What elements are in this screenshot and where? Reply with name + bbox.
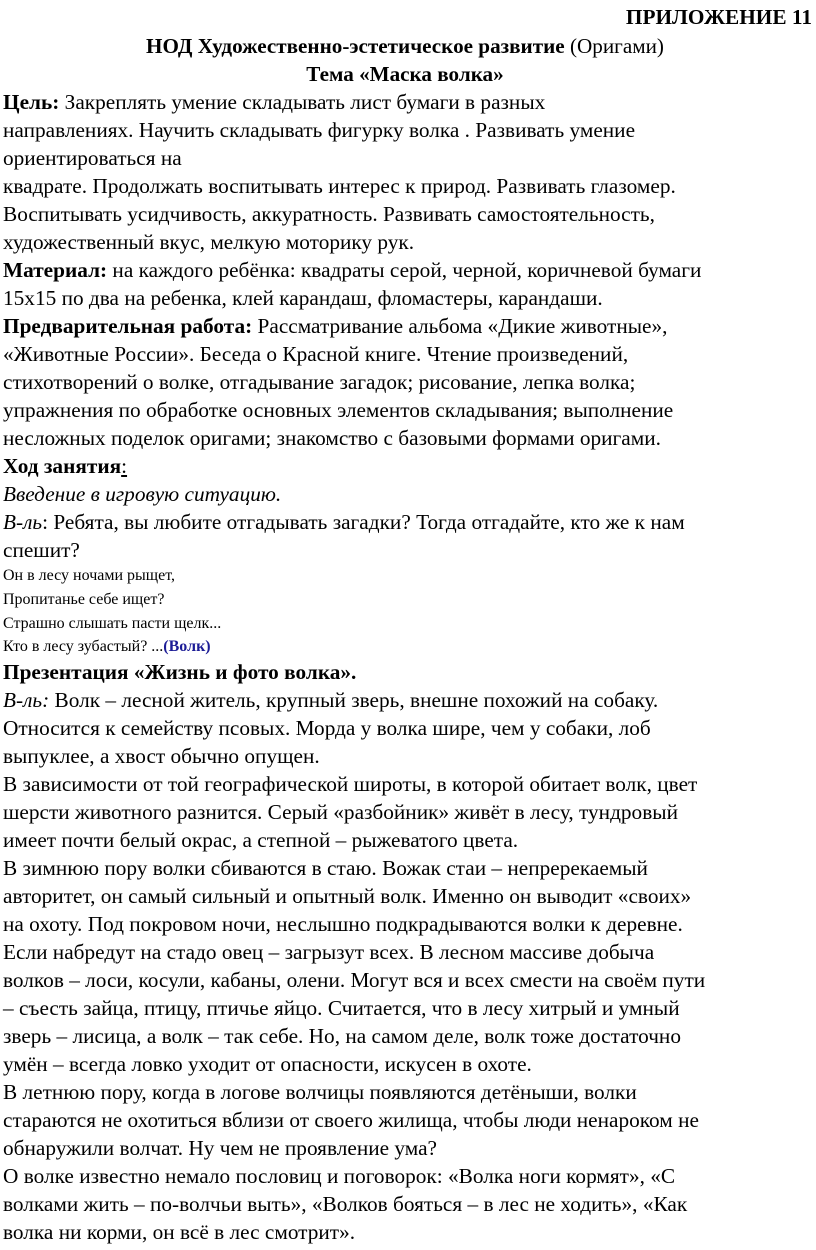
presentation-line: стараются не охотиться вблизи от своего жилища, чтобы люди ненароком не xyxy=(3,1108,699,1132)
prework-line: «Животные России». Беседа о Красной книге. Чтение произведений, xyxy=(3,342,629,366)
prework-line: упражнения по обработке основных элементов складывания; выполнение xyxy=(3,398,674,422)
riddle-answer: (Волк) xyxy=(163,638,211,655)
riddle-line: Пропитанье себе ищет? xyxy=(3,591,165,608)
presentation-line: волками жить – по-волчьи выть», «Волков бояться – в лес не ходить», «Как xyxy=(3,1192,688,1216)
presentation-line: волков – лоси, косули, кабаны, олени. Могут вся и всех смести на своём пути xyxy=(3,968,706,992)
riddle-line: Страшно слышать пасти щелк... xyxy=(3,615,222,632)
presentation-line: волка ни корми, он всё в лес смотрит». xyxy=(3,1220,356,1244)
presentation-line: В летнюю пору, когда в логове волчицы появляются детёныши, волки xyxy=(3,1080,637,1104)
appendix-label: ПРИЛОЖЕНИЕ 11 xyxy=(625,5,812,29)
prework-label: Предварительная работа: xyxy=(3,314,253,338)
presentation-line: шерсти животного разнится. Серый «разбойник» живёт в лесу, тундровый xyxy=(3,800,678,824)
presentation-line: В зимнюю пору волки сбиваются в стаю. Вожак стаи – непререкаемый xyxy=(3,856,648,880)
goal-line: художественный вкус, мелкую моторику рук. xyxy=(3,230,415,254)
goal-line: направлениях. Научить складывать фигурку волка . Развивать умение xyxy=(3,118,636,142)
presentation-heading: Презентация «Жизнь и фото волка». xyxy=(3,660,357,684)
lesson-topic: Тема «Маска волка» xyxy=(306,62,504,86)
teacher-label: В-ль xyxy=(3,510,43,534)
presentation-line: авторитет, он самый сильный и опытный волк. Именно он выводит «своих» xyxy=(3,884,692,908)
goal-line: квадрате. Продолжать воспитывать интерес к природ. Развивать глазомер. xyxy=(3,174,676,198)
material-label: Материал: xyxy=(3,258,108,282)
material-line: Материал: на каждого ребёнка: квадраты серой, черной, коричневой бумаги xyxy=(3,258,702,282)
presentation-line: – съесть зайца, птицу, птичье яйцо. Считается, что в лесу хитрый и умный xyxy=(3,996,680,1020)
presentation-line: имеет почти белый окрас, а степной – рыжеватого цвета. xyxy=(3,828,519,852)
prework-line: Предварительная работа: Рассматривание альбома «Дикие животные», xyxy=(3,314,668,338)
riddle-line: Он в лесу ночами рыщет, xyxy=(3,567,175,584)
goal-line: Цель: Закреплять умение складывать лист бумаги в разных xyxy=(3,90,546,114)
lesson-heading: Ход занятия: xyxy=(3,454,128,478)
goal-line: Воспитывать усидчивость, аккуратность. Развивать самостоятельность, xyxy=(3,202,655,226)
teacher-line: спешит? xyxy=(3,538,80,562)
teacher-line: В-ль: Ребята, вы любите отгадывать загадки? Тогда отгадайте, кто же к нам xyxy=(3,510,685,534)
presentation-line: Если набредут на стадо овец – загрызут всех. В лесном массиве добыча xyxy=(3,940,655,964)
intro-line: Введение в игровую ситуацию. xyxy=(3,482,282,506)
goal-line: ориентироваться на xyxy=(3,146,182,170)
teacher-label: В-ль: xyxy=(3,688,50,712)
presentation-line: В-ль: Волк – лесной житель, крупный зверь, внешне похожий на собаку. xyxy=(3,688,659,712)
presentation-line: Относится к семейству псовых. Морда у волка шире, чем у собаки, лоб xyxy=(3,716,651,740)
material-line: 15х15 по два на ребенка, клей карандаш, фломастеры, карандаши. xyxy=(3,286,603,310)
prework-line: стихотворений о волке, отгадывание загадок; рисование, лепка волка; xyxy=(3,370,636,394)
prework-line: несложных поделок оригами; знакомство с базовыми формами оригами. xyxy=(3,426,661,450)
presentation-line: на охоту. Под покровом ночи, неслышно подкрадываются волки к деревне. xyxy=(3,912,683,936)
goal-label: Цель: xyxy=(3,90,60,114)
lesson-title: НОД Художественно-эстетическое развитие (Оригами) xyxy=(146,34,664,58)
presentation-line: выпуклее, а хвост обычно опущен. xyxy=(3,744,320,768)
riddle-line: Кто в лесу зубастый? ...(Волк) xyxy=(3,638,211,655)
presentation-line: зверь – лисица, а волк – так себе. Но, на самом деле, волк тоже достаточно xyxy=(3,1024,681,1048)
presentation-line: умён – всегда ловко уходит от опасности, искусен в охоте. xyxy=(3,1052,532,1076)
presentation-line: В зависимости от той географической широты, в которой обитает волк, цвет xyxy=(3,772,698,796)
presentation-line: О волке известно немало пословиц и поговорок: «Волка ноги кормят», «С xyxy=(3,1164,676,1188)
presentation-line: обнаружили волчат. Ну чем не проявление ума? xyxy=(3,1136,438,1160)
